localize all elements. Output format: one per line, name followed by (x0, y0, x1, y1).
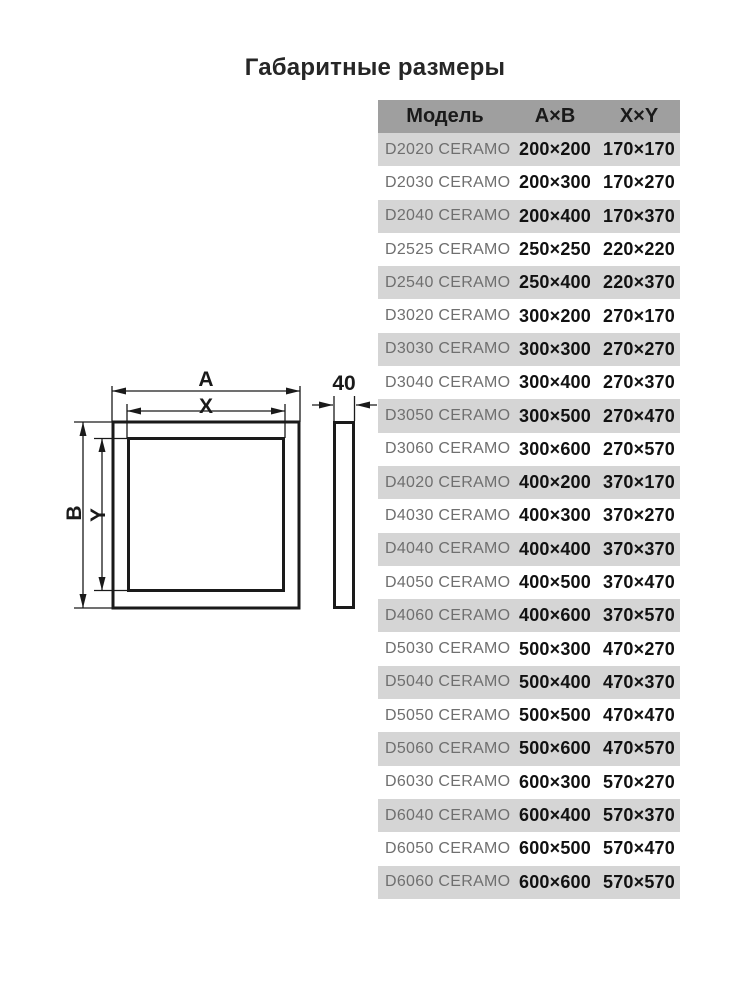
model-cell: D3060 CERAMO (385, 440, 511, 458)
xy-cell: 270×570 (603, 438, 675, 459)
model-cell: D4060 CERAMO (385, 606, 511, 624)
model-cell: D6050 CERAMO (385, 839, 511, 857)
model-cell: D2540 CERAMO (385, 273, 511, 291)
model-cell: D3020 CERAMO (385, 307, 511, 325)
ab-cell: 500×300 (519, 638, 591, 659)
table-row (378, 732, 680, 765)
panel-side-rect (335, 423, 354, 608)
header-ab: А×В (534, 105, 576, 127)
table-row (378, 366, 680, 399)
ab-cell: 600×400 (519, 805, 591, 826)
table-row (378, 699, 680, 732)
model-cell: D4020 CERAMO (385, 473, 511, 491)
xy-cell: 370×270 (603, 505, 675, 526)
model-cell: D6040 CERAMO (385, 806, 511, 824)
table-row (378, 233, 680, 266)
table-row (378, 533, 680, 566)
xy-cell: 470×270 (603, 638, 675, 659)
table-row (378, 832, 680, 865)
table-row (378, 399, 680, 432)
ab-cell: 400×400 (519, 538, 591, 559)
dim-label-a: A (198, 368, 214, 391)
xy-cell: 470×470 (603, 705, 675, 726)
dim-label-y: Y (87, 507, 110, 523)
table-row (378, 766, 680, 799)
side-view (335, 423, 354, 608)
xy-cell: 370×570 (603, 605, 675, 626)
model-cell: D4040 CERAMO (385, 540, 511, 558)
model-cell: D5040 CERAMO (385, 673, 511, 691)
ab-cell: 500×600 (519, 738, 591, 759)
model-cell: D3050 CERAMO (385, 407, 511, 425)
model-cell: D4030 CERAMO (385, 506, 511, 524)
xy-cell: 270×370 (603, 372, 675, 393)
model-cell: D6060 CERAMO (385, 873, 511, 891)
xy-cell: 570×470 (603, 838, 675, 859)
ab-cell: 300×600 (519, 438, 591, 459)
ab-cell: 400×500 (519, 572, 591, 592)
xy-cell: 170×270 (603, 172, 675, 193)
table-row (378, 433, 680, 466)
ab-cell: 400×300 (519, 505, 591, 526)
xy-cell: 570×570 (603, 871, 675, 892)
xy-cell: 370×370 (603, 538, 675, 559)
model-cell: D4050 CERAMO (385, 573, 511, 591)
front-view (113, 422, 299, 608)
model-cell: D3040 CERAMO (385, 373, 511, 391)
xy-cell: 470×570 (603, 738, 675, 759)
ab-cell: 300×200 (519, 305, 591, 326)
ab-cell: 200×200 (519, 139, 591, 160)
dimension-diagram (60, 365, 380, 620)
table-row (378, 333, 680, 366)
ab-cell: 400×600 (519, 605, 591, 626)
xy-cell: 570×370 (603, 805, 675, 826)
header-xy: X×Y (619, 105, 659, 127)
table-row (378, 466, 680, 499)
header-model: Модель (406, 105, 484, 127)
xy-cell: 270×470 (603, 405, 675, 426)
panel-outer-rect (113, 422, 299, 608)
xy-cell: 170×370 (603, 205, 675, 226)
table-row (378, 166, 680, 199)
xy-cell: 470×370 (603, 671, 675, 692)
table-row (378, 866, 680, 899)
table-row (378, 799, 680, 832)
ab-cell: 250×400 (519, 272, 591, 293)
table-body (378, 133, 680, 899)
table-row (378, 666, 680, 699)
xy-cell: 220×370 (603, 272, 675, 293)
ab-cell: 600×500 (519, 838, 591, 859)
table-row (378, 200, 680, 233)
page-title: Габаритные размеры (244, 54, 506, 81)
ab-cell: 250×250 (519, 239, 591, 260)
model-cell: D6030 CERAMO (385, 773, 511, 791)
xy-cell: 370×470 (603, 572, 675, 592)
model-cell: D3030 CERAMO (385, 340, 511, 358)
table-row (378, 599, 680, 632)
ab-cell: 600×300 (519, 771, 591, 792)
ab-cell: 500×500 (519, 705, 591, 726)
table-row (378, 566, 680, 599)
ab-cell: 200×300 (519, 172, 591, 193)
table-row (378, 499, 680, 532)
dim-label-b: B (63, 505, 86, 521)
xy-cell: 170×170 (603, 139, 675, 160)
xy-cell: 270×170 (603, 305, 675, 326)
table-row (378, 632, 680, 665)
dimension-thickness (312, 396, 377, 421)
ab-cell: 300×400 (519, 372, 591, 393)
xy-cell: 220×220 (603, 239, 675, 260)
panel-inner-rect (129, 439, 284, 591)
ab-cell: 300×300 (519, 338, 591, 359)
table-row (378, 266, 680, 299)
ab-cell: 500×400 (519, 671, 591, 692)
dimensions-table (378, 100, 680, 899)
model-cell: D5030 CERAMO (385, 640, 511, 658)
model-cell: D2020 CERAMO (385, 140, 511, 158)
model-cell: D5050 CERAMO (385, 706, 511, 724)
table-header-row (378, 100, 680, 133)
xy-cell: 570×270 (603, 771, 675, 792)
xy-cell: 370×170 (603, 472, 675, 493)
table-row (378, 299, 680, 332)
ab-cell: 200×400 (519, 205, 591, 226)
ab-cell: 400×200 (519, 472, 591, 493)
model-cell: D5060 CERAMO (385, 739, 511, 757)
ab-cell: 600×600 (519, 871, 591, 892)
xy-cell: 270×270 (603, 338, 675, 359)
dim-label-thickness: 40 (332, 372, 356, 395)
dim-label-x: X (198, 395, 214, 418)
model-cell: D2040 CERAMO (385, 207, 511, 225)
table-row (378, 133, 680, 166)
model-cell: D2030 CERAMO (385, 173, 511, 191)
ab-cell: 300×500 (519, 405, 591, 426)
model-cell: D2525 CERAMO (385, 240, 511, 258)
